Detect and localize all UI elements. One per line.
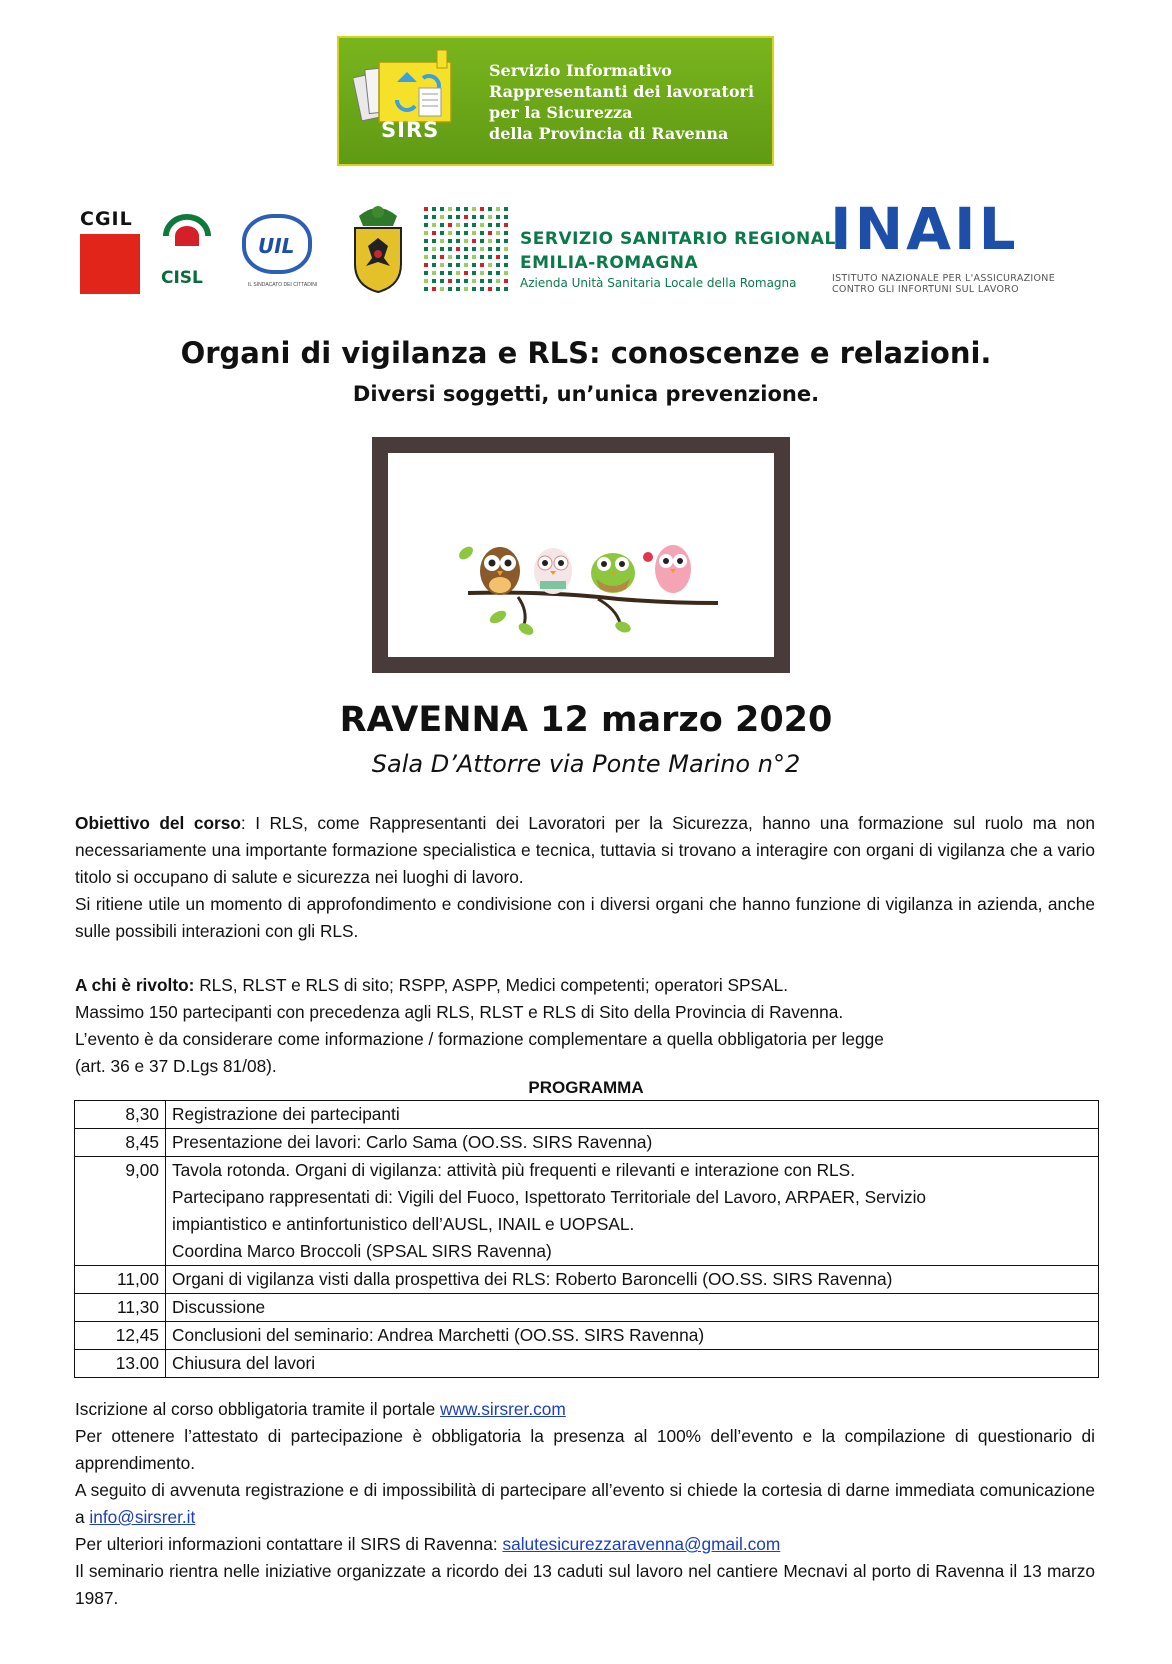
programma-description [166, 1266, 1099, 1294]
owl-picture [388, 453, 774, 657]
inail-tagline-2: CONTRO GLI INFORTUNI SUL LAVORO [832, 284, 1019, 295]
portal-link[interactable]: www.sirsrer.com [440, 1399, 566, 1419]
programma-description [166, 1294, 1099, 1322]
ssr-line-2: EMILIA-ROMAGNA [520, 253, 699, 273]
inail-wordmark: INAIL [830, 195, 1019, 263]
info-email-link[interactable]: info@sirsrer.it [89, 1507, 196, 1527]
inail-logo [830, 195, 1070, 295]
programma-row [75, 1294, 1099, 1322]
ricordo-text: Il seminario rientra nelle iniziative organizzate a ricordo dei 13 caduti sul lavoro nel cantiere Mecnavi al porto di Ravenna il 13 marzo 1987. [75, 1561, 1095, 1608]
programma-row [75, 1157, 1099, 1266]
programma-row [75, 1129, 1099, 1157]
cgil-red-square [80, 234, 140, 294]
footer-section [75, 1396, 1095, 1612]
programma-time: 11,30 [75, 1294, 166, 1322]
obiettivo-label: Obiettivo del corso [75, 813, 241, 833]
attestato-text: Per ottenere l’attestato di partecipazione è obbligatoria la presenza al 100% dell’evento e la compilazione di questionario di apprendimento. [75, 1426, 1095, 1473]
uil-logo [240, 210, 320, 290]
programma-row [75, 1266, 1099, 1294]
programma-time: 8,45 [75, 1129, 166, 1157]
ssr-dots-icon [422, 205, 512, 293]
programma-table-body [75, 1101, 1099, 1378]
owls-on-branch-illustration [448, 531, 728, 641]
programma-row [75, 1322, 1099, 1350]
sirs-line-4: della Provincia di Ravenna [489, 124, 729, 143]
programma-description-line: Chiusura del lavori [172, 1353, 316, 1373]
sirs-line-3: per la Sicurezza [489, 103, 633, 122]
sirs-banner [337, 36, 774, 166]
programma-description-line: Conclusioni del seminario: Andrea Marchetti (OO.SS. SIRS Ravenna) [172, 1325, 705, 1345]
page-subtitle: Diversi soggetti, un’unica prevenzione. [352, 382, 820, 406]
sirs-line-2: Rappresentanti dei lavoratori [489, 82, 755, 101]
programma-description-line: Organi di vigilanza visti dalla prospettiva dei RLS: Roberto Baroncelli (OO.SS. SIRS Ravenna) [172, 1269, 893, 1289]
owl-picture-frame [372, 437, 790, 673]
programma-title: PROGRAMMA [528, 1078, 644, 1097]
ulteriori-text: Per ulteriori informazioni contattare il SIRS di Ravenna: [75, 1534, 503, 1554]
uil-tagline: IL SINDACATO DEI CITTADINI [248, 282, 318, 288]
rivolto-text: RLS, RLST e RLS di sito; RSPP, ASPP, Medici competenti; operatori SPSAL. [194, 975, 789, 995]
programma-time: 13.00 [75, 1350, 166, 1378]
uil-logo-text: UIL [258, 234, 295, 258]
contact-email-link[interactable]: salutesicurezzaravenna@gmail.com [502, 1534, 781, 1554]
obiettivo-section [75, 810, 1095, 945]
servizio-sanitario-regionale-logo [422, 205, 848, 295]
cisl-logo-text: CISL [161, 268, 203, 288]
programma-table [74, 1100, 1099, 1378]
rivolto-line-1 [75, 972, 1095, 999]
programma-description-line: Tavola rotonda. Organi di vigilanza: attività più frequenti e rilevanti e interazione con RLS. [172, 1160, 855, 1180]
iscrizione-line [75, 1396, 1095, 1423]
crest-icon [347, 202, 409, 294]
programma-description-line: Discussione [172, 1297, 266, 1317]
sirs-banner-text [489, 60, 754, 144]
programma-description [166, 1350, 1099, 1378]
rivolto-section [75, 972, 1095, 1080]
cisl-flag-icon [157, 206, 217, 266]
programma-description [166, 1157, 1099, 1266]
programma-row [75, 1101, 1099, 1129]
rivolto-line-4: (art. 36 e 37 D.Lgs 81/08). [75, 1056, 277, 1076]
cgil-logo [80, 208, 140, 294]
sirs-line-1: Servizio Informativo [489, 61, 672, 80]
programma-time: 8,30 [75, 1101, 166, 1129]
programma-time: 12,45 [75, 1322, 166, 1350]
programma-time: 11,00 [75, 1266, 166, 1294]
obiettivo-paragraph [75, 810, 1095, 891]
programma-row [75, 1350, 1099, 1378]
programma-description-line: Partecipano rappresentati di: Vigili del Fuoco, Ispettorato Territoriale del Lavoro, ARPAER, Servizio [172, 1187, 927, 1207]
ravenna-crest-logo [347, 202, 409, 294]
rivolto-line-2: Massimo 150 partecipanti con precedenza agli RLS, RLST e RLS di Sito della Provincia di Ravenna. [75, 1002, 844, 1022]
programma-description-line: Registrazione dei partecipanti [172, 1104, 400, 1124]
obiettivo-paragraph-2: Si ritiene utile un momento di approfondimento e condivisione con i diversi organi che hanno funzione di vigilanza in azienda, anche sulle possibili interazioni con gli RLS. [75, 894, 1095, 941]
ulteriori-line [75, 1531, 1095, 1558]
cisl-logo [157, 206, 217, 292]
obiettivo-text: : I RLS, come Rappresentanti dei Lavoratori per la Sicurezza, hanno una formazione sul ruolo ma non necessariamente una importante formazione specialistica e tecnica, tuttavia si trovano a interagire con organi di vigilanza che a vario titolo si occupano di salute e sicurezza nei luoghi di lavoro. [75, 813, 1095, 887]
ssr-line-1: SERVIZIO SANITARIO REGIONALE [520, 229, 848, 249]
event-title: RAVENNA 12 marzo 2020 [339, 700, 833, 740]
programma-description [166, 1129, 1099, 1157]
programma-time: 9,00 [75, 1157, 166, 1266]
programma-description [166, 1101, 1099, 1129]
seguito-line [75, 1477, 1095, 1531]
programma-description [166, 1322, 1099, 1350]
cgil-logo-text: CGIL [80, 208, 133, 230]
page-title: Organi di vigilanza e RLS: conoscenze e relazioni. [180, 336, 992, 370]
programma-description-line: Presentazione dei lavori: Carlo Sama (OO.SS. SIRS Ravenna) [172, 1132, 653, 1152]
inail-tagline-1: ISTITUTO NAZIONALE PER L'ASSICURAZIONE [832, 273, 1056, 284]
ssr-line-3: Azienda Unità Sanitaria Locale della Romagna [520, 276, 797, 290]
programma-description-line: Coordina Marco Broccoli (SPSAL SIRS Ravenna) [172, 1241, 552, 1261]
rivolto-line-3: L’evento è da considerare come informazione / formazione complementare a quella obbligatoria per legge [75, 1029, 884, 1049]
event-venue: Sala D’Attorre via Ponte Marino n°2 [371, 750, 801, 778]
iscrizione-text: Iscrizione al corso obbligatoria tramite il portale [75, 1399, 440, 1419]
sirs-acronym: SIRS [381, 118, 440, 142]
rivolto-label: A chi è rivolto: [75, 975, 195, 995]
seguito-text: A seguito di avvenuta registrazione e di impossibilità di partecipare all’evento si chiede la cortesia di darne immediata comunicazione a [75, 1480, 1095, 1527]
programma-description-line: impiantistico e antinfortunistico dell’AUSL, INAIL e UOPSAL. [172, 1214, 635, 1234]
